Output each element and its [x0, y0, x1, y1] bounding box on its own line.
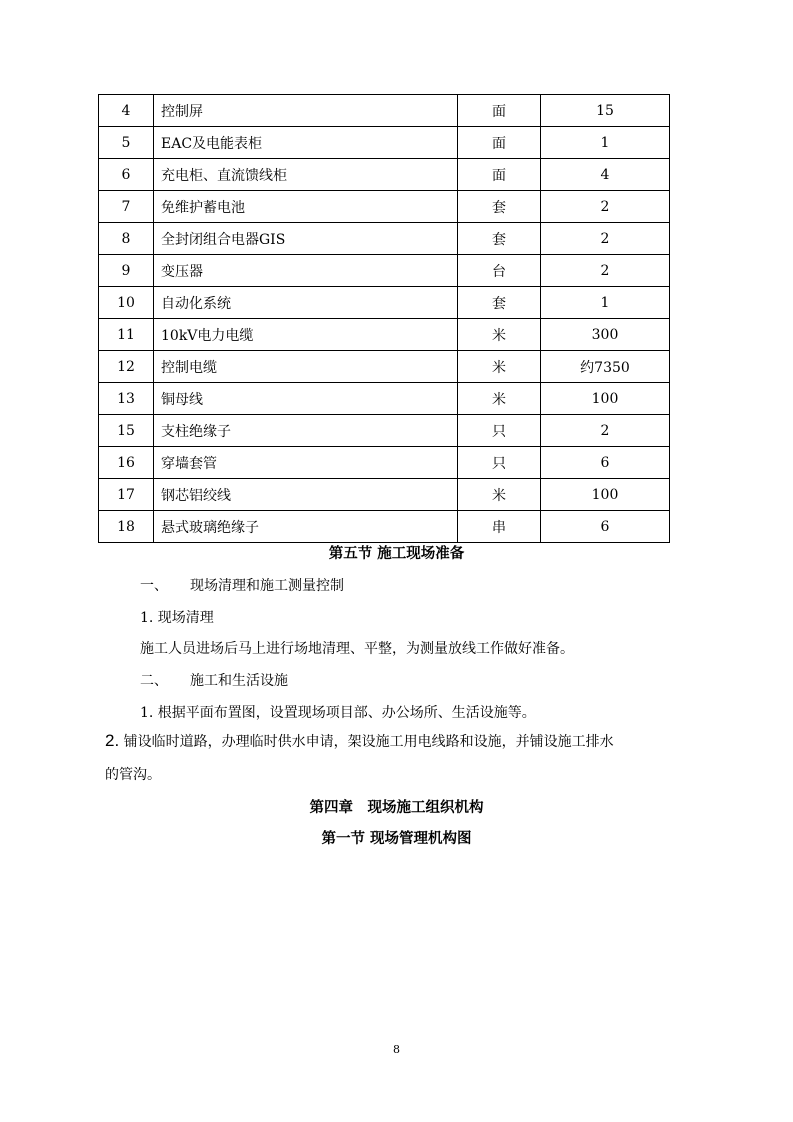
- section-title: 第五节 施工现场准备: [328, 545, 465, 562]
- list-number: 2.: [105, 731, 120, 750]
- item-name-cell: 穿墙套管: [154, 447, 458, 479]
- item-name-cell: 10kV电力电缆: [154, 319, 458, 351]
- quantity-cell: 100: [541, 479, 670, 511]
- table-row: [99, 223, 670, 255]
- heading-text: 施工和生活设施: [190, 673, 288, 689]
- quantity-cell: 2: [541, 191, 670, 223]
- table-row: [99, 191, 670, 223]
- quantity-cell: 2: [541, 415, 670, 447]
- unit-cell: 台: [458, 255, 541, 287]
- table-row: [99, 95, 670, 127]
- paragraph-line: 铺设临时道路，办理临时供水申请，架设施工用电线路和设施，并铺设施工排水: [123, 734, 614, 750]
- equipment-table-body: [99, 95, 670, 543]
- heading-number: 二、: [140, 673, 168, 689]
- row-number-cell: 18: [99, 511, 154, 543]
- paragraph-site-clearing: 施工人员进场后马上进行场地清理、平整，为测量放线工作做好准备。: [140, 641, 574, 657]
- unit-cell: 米: [458, 351, 541, 383]
- table-row: [99, 447, 670, 479]
- table-row: [99, 159, 670, 191]
- unit-cell: 米: [458, 383, 541, 415]
- chapter-title: 第四章 现场施工组织机构: [309, 799, 484, 816]
- unit-cell: 套: [458, 223, 541, 255]
- unit-cell: 套: [458, 191, 541, 223]
- table-row: [99, 479, 670, 511]
- row-number-cell: 17: [99, 479, 154, 511]
- row-number-cell: 13: [99, 383, 154, 415]
- subheading-site-clearing: 1. 现场清理: [140, 610, 214, 626]
- quantity-cell: 2: [541, 223, 670, 255]
- row-number-cell: 8: [99, 223, 154, 255]
- quantity-cell: 2: [541, 255, 670, 287]
- quantity-cell: 6: [541, 511, 670, 543]
- item-name-cell: 充电柜、直流馈线柜: [154, 159, 458, 191]
- paragraph-facilities-2: [105, 731, 614, 751]
- item-name-cell: 悬式玻璃绝缘子: [154, 511, 458, 543]
- row-number-cell: 7: [99, 191, 154, 223]
- row-number-cell: 11: [99, 319, 154, 351]
- table-row: [99, 383, 670, 415]
- unit-cell: 面: [458, 127, 541, 159]
- quantity-cell: 1: [541, 287, 670, 319]
- quantity-cell: 300: [541, 319, 670, 351]
- quantity-cell: 约7350: [541, 351, 670, 383]
- table-row: [99, 287, 670, 319]
- row-number-cell: 16: [99, 447, 154, 479]
- quantity-cell: 6: [541, 447, 670, 479]
- item-name-cell: 控制电缆: [154, 351, 458, 383]
- heading-text: 现场清理和施工测量控制: [190, 578, 344, 594]
- heading-number: 一、: [140, 578, 168, 594]
- item-name-cell: 铜母线: [154, 383, 458, 415]
- unit-cell: 米: [458, 319, 541, 351]
- unit-cell: 只: [458, 447, 541, 479]
- section-title-org-chart: 第一节 现场管理机构图: [321, 830, 472, 847]
- equipment-table: [98, 94, 670, 543]
- item-name-cell: EAC及电能表柜: [154, 127, 458, 159]
- table-row: [99, 511, 670, 543]
- quantity-cell: 100: [541, 383, 670, 415]
- item-name-cell: 免维护蓄电池: [154, 191, 458, 223]
- row-number-cell: 5: [99, 127, 154, 159]
- paragraph-facilities-2-cont: 的管沟。: [105, 767, 161, 783]
- item-name-cell: 变压器: [154, 255, 458, 287]
- paragraph-facilities-1: 1. 根据平面布置图，设置现场项目部、办公场所、生活设施等。: [140, 705, 536, 721]
- unit-cell: 套: [458, 287, 541, 319]
- table-row: [99, 319, 670, 351]
- item-name-cell: 自动化系统: [154, 287, 458, 319]
- item-name-cell: 支柱绝缘子: [154, 415, 458, 447]
- row-number-cell: 9: [99, 255, 154, 287]
- heading-facilities: [140, 670, 288, 690]
- row-number-cell: 12: [99, 351, 154, 383]
- row-number-cell: 10: [99, 287, 154, 319]
- row-number-cell: 4: [99, 95, 154, 127]
- item-name-cell: 控制屏: [154, 95, 458, 127]
- table-row: [99, 255, 670, 287]
- quantity-cell: 1: [541, 127, 670, 159]
- item-name-cell: 钢芯铝绞线: [154, 479, 458, 511]
- unit-cell: 面: [458, 95, 541, 127]
- unit-cell: 米: [458, 479, 541, 511]
- table-row: [99, 415, 670, 447]
- item-name-cell: 全封闭组合电器GIS: [154, 223, 458, 255]
- row-number-cell: 15: [99, 415, 154, 447]
- table-row: [99, 351, 670, 383]
- quantity-cell: 15: [541, 95, 670, 127]
- heading-site-clearing: [140, 575, 344, 595]
- table-row: [99, 127, 670, 159]
- row-number-cell: 6: [99, 159, 154, 191]
- unit-cell: 串: [458, 511, 541, 543]
- page-number: 8: [393, 1043, 400, 1056]
- quantity-cell: 4: [541, 159, 670, 191]
- unit-cell: 面: [458, 159, 541, 191]
- unit-cell: 只: [458, 415, 541, 447]
